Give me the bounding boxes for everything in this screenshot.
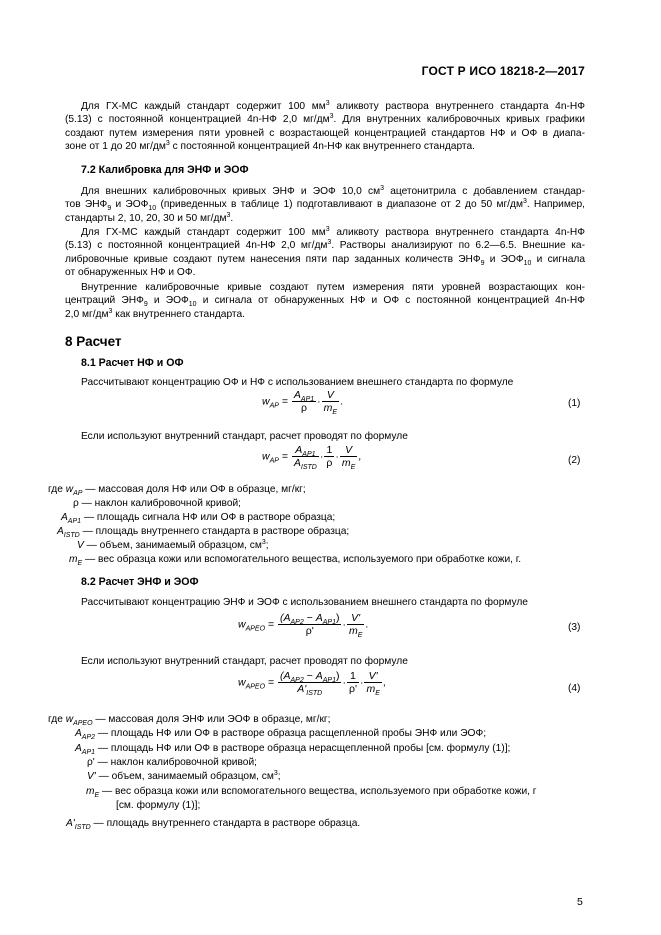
paragraph-gcms-external [65, 226, 585, 280]
def1-row-v: V — объем, занимаемый образцом, $см^3$; [77, 539, 269, 551]
page-number: 5 [577, 896, 583, 908]
equation-4: $w_{APEO}$ = $\frac{(A_{AP2} - A_{AP1})}{A'_{ISTD}}$ · $\frac{1}{\rho'}$ · $\frac{V'}{m_E}$ , [238, 670, 386, 697]
eq4-fraction-3: $\frac{V'}{m_E}$ [366, 670, 380, 697]
eq2-fraction-3: $\frac{V}{m_E}$ [341, 444, 356, 471]
intro-internal-8-2: Если используют внутренний стандарт, расчет проводят по формуле [81, 656, 408, 667]
def2-row-aistd: $A'_{ISTD}$ — площадь внутреннего стандарта в растворе образца. [66, 818, 361, 831]
eq2-fraction-2: $\frac{1}{\rho}$ [326, 444, 333, 469]
equation-2-number: (2) [568, 455, 581, 466]
equation-1: $w_{AP}$ = $\frac{A_{AP1}}{\rho}$ · $\frac{V}{m_E}$ . [262, 389, 343, 416]
def1-row-rho: ρ — наклон калибровочной кривой; [73, 498, 242, 509]
para1-line4: зоне от 1 до 20 $мг/дм^3$ с постоянной концентрацией 4n-НФ как внутреннего стандарта. [65, 140, 475, 153]
para3-line2: (5.13) с постоянной концентрацией 4n-НФ 2,0 $мг/дм^3$. Растворы анализируют по 6.2—6.5. Внешние ка- [65, 239, 585, 252]
para4-line3: 2,0 $мг/дм^3$ как внутреннего стандарта. [65, 307, 245, 320]
para1-line2: (5.13) с постоянной концентрацией 4n-НФ 2,0 $мг/дм^3$. Для внутренних калибровочных кривых графики [65, 113, 585, 126]
paragraph-internal-calibration [65, 281, 585, 321]
equation-2: $w_{AP}$ = $\frac{A_{AP1}}{A_{ISTD}}$ · $\frac{1}{\rho}$ · $\frac{V}{m_E}$ , [262, 444, 362, 471]
paragraph-external-calibration [65, 185, 585, 225]
section-heading-8-1: 8.1 Расчет НФ и ОФ [81, 357, 184, 369]
standard-header: ГОСТ Р ИСО 18218-2—2017 [421, 64, 585, 78]
def2-row-rho: ρ' — наклон калибровочной кривой; [87, 757, 257, 768]
def2-row-aap1: $A_{AP1}$ — площадь НФ или ОФ в растворе образца нерасщепленной пробы [см. формулу (1)]; [75, 743, 511, 756]
para4-line1: Внутренние калибровочные кривые создают путем измерения пяти уровней возрастающих кон- [81, 282, 585, 293]
paragraph-gcms-internal [65, 100, 585, 154]
eq2-fraction-1: $\frac{A_{AP1}}{A_{ISTD}}$ [293, 444, 317, 471]
para3-line1: Для ГХ-МС каждый стандарт содержит 100 $мм^3$ аликвоту раствора внутреннего стандарта 4n-НФ [81, 226, 585, 238]
intro-external-8-2: Рассчитывают концентрацию ЭНФ и ЭОФ с использованием внешнего стандарта по формуле [81, 597, 528, 608]
equation-4-number: (4) [568, 683, 581, 694]
section-heading-8: 8 Расчет [65, 334, 122, 349]
def2-row-me: $m_E$ — вес образца кожи или вспомогательного вещества, используемого при обработке кожи, г [86, 786, 537, 799]
para3-line4: от обнаруженных НФ и ОФ. [65, 267, 196, 279]
eq3-fraction-1: $\frac{(A_{AP2} - A_{AP1})}{\rho'}$ [280, 612, 340, 637]
eq4-fraction-1: $\frac{(A_{AP2} - A_{AP1})}{A'_{ISTD}}$ [280, 670, 340, 697]
para2-line3: стандарты 2, 10, 20, 30 и 50 $мг/дм^3$. [65, 211, 234, 224]
para4-line2: центраций $ЭНФ_9$ и $ЭОФ_{10}$ и сигнала от обнаруженных НФ и ОФ с постоянной концентрацией 4n-НФ [65, 295, 586, 309]
para1-line1: Для ГХ-МС каждый стандарт содержит 100 $мм^3$ аликвоту раствора внутреннего стандарта 4n-НФ [81, 100, 585, 112]
def1-row-wap: где $w_{AP}$ — массовая доля НФ или ОФ в образце, мг/кг; [48, 484, 306, 497]
equation-1-number: (1) [568, 398, 581, 409]
def1-row-aistd: $A_{ISTD}$ — площадь внутреннего стандарта в растворе образца; [57, 526, 350, 539]
para3-line3: либровочные кривые создают путем нанесения пяти пар заданных количеств $ЭНФ_9$ и $ЭОФ_{10}$ и сигнала [65, 253, 585, 267]
eq4-fraction-2: $\frac{1}{\rho'}$ [348, 670, 357, 695]
def1-row-aap1: $A_{AP1}$ — площадь сигнала НФ или ОФ в растворе образца; [61, 512, 336, 525]
section-heading-8-2: 8.2 Расчет ЭНФ и ЭОФ [81, 576, 199, 588]
para2-line2: тов $ЭНФ_9$ и $ЭОФ_{10}$ (приведенных в таблице 1) подготавливают в диапазоне от 2 до 50 $мг/дм^3$. Например, [65, 198, 585, 213]
para2-line1: Для внешних калибровочных кривых ЭНФ и ЭОФ 10,0 $см^3$ ацетонитрила с добавлением стандар- [81, 185, 585, 197]
eq3-fraction-2: $\frac{V'}{m_E}$ [348, 612, 363, 639]
def2-row-v: V' — объем, занимаемый образцом, $см^3$; [87, 770, 281, 782]
def2-row-wapeo: где $w_{APEO}$ — массовая доля ЭНФ или ЭОФ в образце, мг/кг; [48, 714, 331, 727]
intro-external-8-1: Рассчитывают концентрацию ОФ и НФ с использованием внешнего стандарта по формуле [81, 377, 514, 388]
def1-row-me: $m_E$ — вес образца кожи или вспомогательного вещества, используемого при обработке кожи, г. [69, 554, 522, 567]
def2-row-aap2: $A_{AP2}$ — площадь НФ или ОФ в растворе образца расщепленной пробы ЭНФ или ЭОФ; [75, 728, 487, 741]
eq1-fraction-1: $\frac{A_{AP1}}{\rho}$ [293, 389, 315, 414]
def2-row-me-cont: [см. формулу (1)]; [116, 800, 201, 811]
para1-line3: создают путем измерения пяти уровней с возрастающей концентрацией стандартов НФ и ОФ в диапа- [65, 127, 585, 139]
equation-3: $w_{APEO}$ = $\frac{(A_{AP2} - A_{AP1})}{\rho'}$ · $\frac{V'}{m_E}$ . [238, 612, 369, 639]
equation-3-number: (3) [568, 622, 581, 633]
section-heading-7-2: 7.2 Калибровка для ЭНФ и ЭОФ [81, 164, 249, 176]
eq1-fraction-2: $\frac{V}{m_E}$ [323, 389, 338, 416]
intro-internal-8-1: Если используют внутренний стандарт, расчет проводят по формуле [81, 431, 408, 442]
